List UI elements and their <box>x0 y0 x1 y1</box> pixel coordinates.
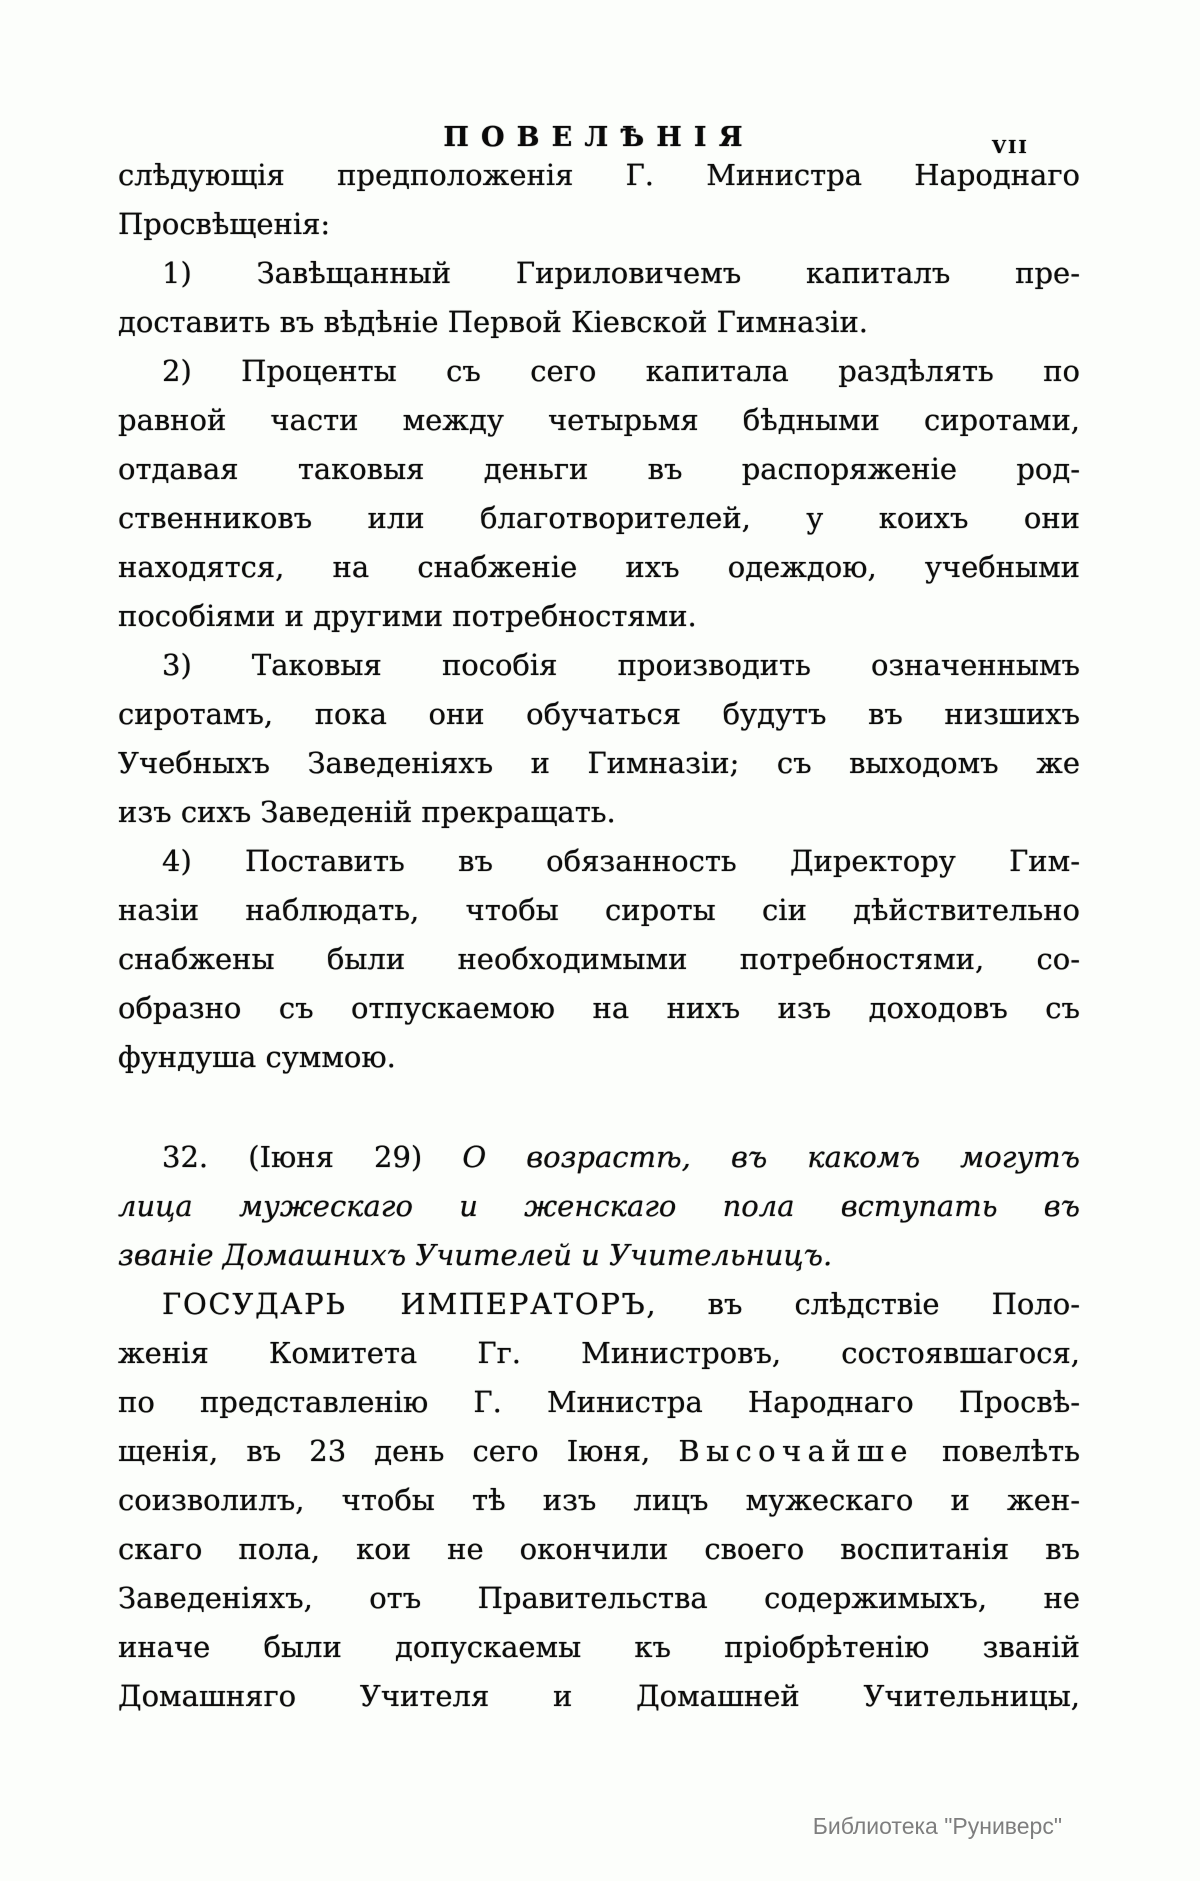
text-line <box>118 445 1080 494</box>
text-segment: повелѣть <box>913 1434 1080 1468</box>
page-header-title: ПОВЕЛѢНІЯ <box>443 122 755 153</box>
text-line <box>118 1672 1080 1721</box>
page-number: vii <box>992 130 1029 159</box>
text-line <box>118 690 1080 739</box>
text-line <box>118 347 1080 396</box>
caps-text-segment: ГОСУДАРЬ ИМПЕРАТОРЪ <box>162 1287 647 1321</box>
library-watermark: Библиотека "Руниверс" <box>812 1813 1062 1839</box>
section-32-paragraph <box>118 1280 1080 1721</box>
text-segment: ственниковъ или благотворителей, у коихъ они <box>118 501 1080 535</box>
text-segment: 32. (Іюня 29) <box>162 1140 463 1174</box>
text-body <box>118 151 1080 1721</box>
text-line <box>118 788 1080 837</box>
text-line <box>118 984 1080 1033</box>
text-line <box>118 494 1080 543</box>
text-line <box>118 1033 1080 1082</box>
text-segment: образно съ отпускаемою на нихъ изъ доходовъ съ <box>118 991 1080 1025</box>
text-segment: слѣдующія предположенія Г. Министра Народнаго <box>118 158 1080 192</box>
text-line <box>118 739 1080 788</box>
text-line <box>118 1525 1080 1574</box>
text-line <box>118 886 1080 935</box>
text-line <box>118 1329 1080 1378</box>
text-line <box>118 1476 1080 1525</box>
text-line <box>118 396 1080 445</box>
text-segment: Учебныхъ Заведеніяхъ и Гимназіи; съ выходомъ же <box>118 746 1080 780</box>
section-32-heading <box>118 1133 1080 1280</box>
text-line <box>118 935 1080 984</box>
text-segment: изъ сихъ Заведеній прекращать. <box>118 795 616 829</box>
text-segment: 4) Поставить въ обязанность Директору Гим- <box>162 844 1080 878</box>
text-line <box>118 1280 1080 1329</box>
text-line <box>118 151 1080 200</box>
text-segment: Просвѣщенія: <box>118 207 331 241</box>
text-segment: 2) Проценты съ сего капитала раздѣлять по <box>162 354 1080 388</box>
text-segment: , въ слѣдствіе Поло- <box>646 1287 1080 1321</box>
item-4-paragraph <box>118 837 1080 1082</box>
text-segment: 1) Завѣщанный Гириловичемъ капиталъ пре- <box>162 256 1080 290</box>
text-segment: фундуша суммою. <box>118 1040 396 1074</box>
text-segment: иначе были допускаемы къ пріобрѣтенію званій <box>118 1630 1080 1664</box>
text-segment: отдавая таковыя деньги въ распоряженіе род- <box>118 452 1080 486</box>
running-header <box>118 122 1080 153</box>
italic-text-segment: званіе Домашнихъ Учителей и Учительницъ. <box>118 1238 833 1272</box>
text-segment: 3) Таковыя пособія производить означеннымъ <box>162 648 1080 682</box>
text-line <box>118 1231 1080 1280</box>
text-line <box>118 641 1080 690</box>
text-segment: Домашняго Учителя и Домашней Учительницы, <box>118 1679 1080 1713</box>
continuation-paragraph <box>118 151 1080 249</box>
text-segment: пособіями и другими потребностями. <box>118 599 697 633</box>
text-line <box>118 1133 1080 1182</box>
text-segment: Заведеніяхъ, отъ Правительства содержимыхъ, не <box>118 1581 1080 1615</box>
text-segment: сиротамъ, пока они обучаться будутъ въ низшихъ <box>118 697 1080 731</box>
text-line <box>118 1574 1080 1623</box>
item-1-paragraph <box>118 249 1080 347</box>
text-segment: назіи наблюдать, чтобы сироты сіи дѣйствительно <box>118 893 1080 927</box>
text-line <box>118 298 1080 347</box>
text-segment: соизволилъ, чтобы тѣ изъ лицъ мужескаго и жен- <box>118 1483 1080 1517</box>
text-line <box>118 1623 1080 1672</box>
item-3-paragraph <box>118 641 1080 837</box>
text-line <box>118 249 1080 298</box>
text-segment: по представленію Г. Министра Народнаго Просвѣ- <box>118 1385 1080 1419</box>
letterspaced-text-segment: Высочайше <box>678 1434 914 1468</box>
text-line <box>118 1378 1080 1427</box>
text-segment: находятся, на снабженіе ихъ одеждою, учебными <box>118 550 1080 584</box>
text-segment: скаго пола, кои не окончили своего воспитанія въ <box>118 1532 1080 1566</box>
text-segment: женія Комитета Гг. Министровъ, состоявшагося, <box>118 1336 1080 1370</box>
italic-text-segment: О возрастѣ, въ какомъ могутъ <box>462 1140 1080 1174</box>
text-line <box>118 592 1080 641</box>
italic-text-segment: лица мужескаго и женскаго пола вступать въ <box>118 1189 1080 1223</box>
item-2-paragraph <box>118 347 1080 641</box>
text-segment: снабжены были необходимыми потребностями, со- <box>118 942 1080 976</box>
text-line <box>118 543 1080 592</box>
text-segment: доставить въ вѣдѣніе Первой Кіевской Гимназіи. <box>118 305 869 339</box>
text-segment: щенія, въ 23 день сего Іюня, <box>118 1434 679 1468</box>
text-line <box>118 837 1080 886</box>
text-segment: равной части между четырьмя бѣдными сиротами, <box>118 403 1080 437</box>
text-line <box>118 200 1080 249</box>
text-line <box>118 1427 1080 1476</box>
text-line <box>118 1182 1080 1231</box>
